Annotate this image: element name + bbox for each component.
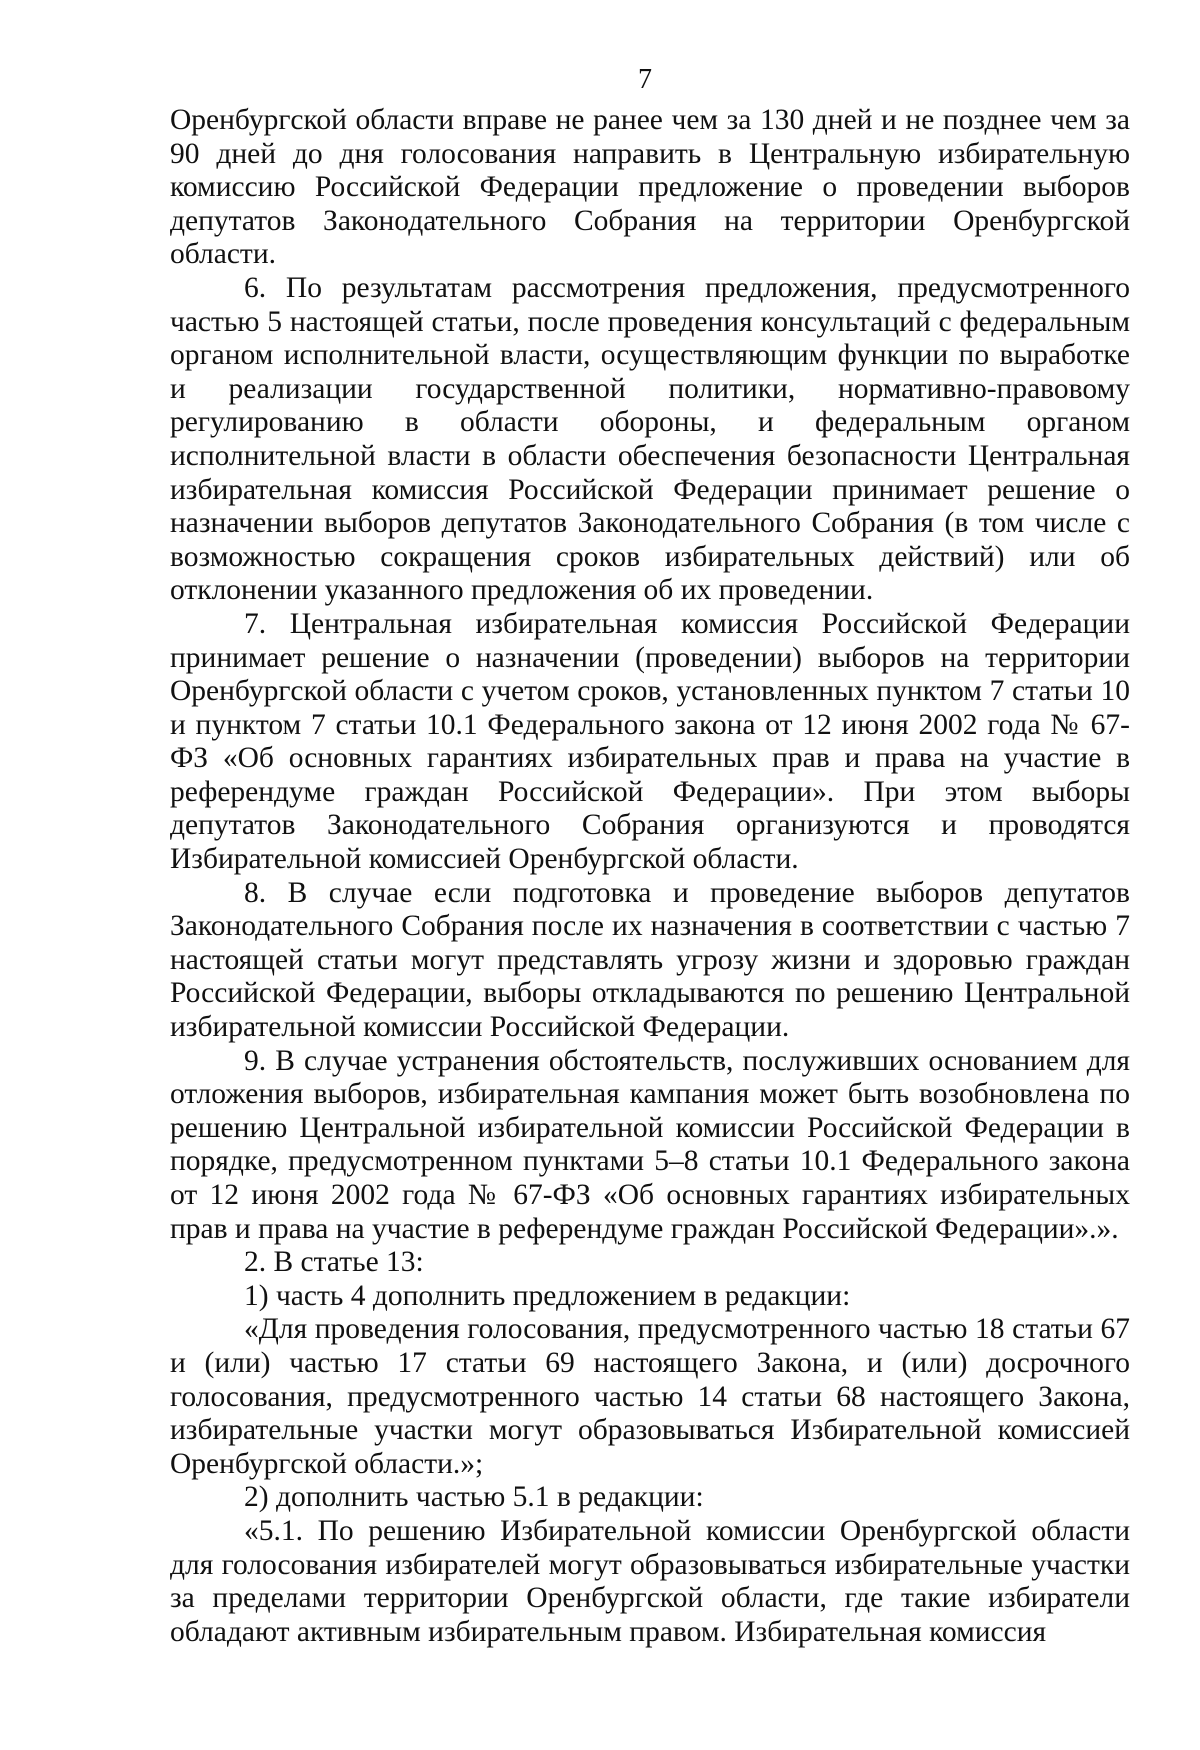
paragraph-article-13: 2. В статье 13: — [244, 1246, 424, 1279]
paragraph-subitem-1: 1) часть 4 дополнить предложением в редакции: — [244, 1279, 851, 1312]
paragraph-subitem-2: 2) дополнить частью 5.1 в редакции: — [244, 1481, 704, 1514]
body-text — [170, 104, 1130, 1649]
paragraph-continuation: Оренбургской области вправе не ранее чем за 130 дней и не позднее чем за 90 дней до дня голосования направить в Центральную избирательную комиссию Российской Федерации предложение о проведении выборов депутатов Законодательного Собрания на территории Оренбургской области. — [170, 104, 1130, 271]
page-number: 7 — [638, 64, 652, 95]
paragraph-item-9: 9. В случае устранения обстоятельств, послуживших основанием для отложения выборов, избирательная кампания может быть возобновлена по решению Центральной избирательной комиссии Российской Федерации в порядке, предусмотренном пунктами 5–8 статьи 10.1 Федерального закона от 12 июня 2002 года № 67-ФЗ «Об основных гарантиях избирательных прав и права на участие в референдуме граждан Российской Федерации».». — [170, 1044, 1130, 1245]
paragraph-quote-part-4: «Для проведения голосования, предусмотренного частью 18 статьи 67 и (или) частью 17 статьи 69 настоящего Закона, и (или) досрочного голосования, предусмотренного частью 14 статьи 68 настоящего Закона, избирательные участки могут образовываться Избирательной комиссией Оренбургской области.»; — [170, 1313, 1130, 1480]
paragraph-item-7: 7. Центральная избирательная комиссия Российской Федерации принимает решение о назначении (проведении) выборов на территории Оренбургской области с учетом сроков, установленных пунктом 7 статьи 10 и пунктом 7 статьи 10.1 Федерального закона от 12 июня 2002 года № 67-ФЗ «Об основных гарантиях избирательных прав и права на участие в референдуме граждан Российской Федерации». При этом выборы депутатов Законодательного Собрания организуются и проводятся Избирательной комиссией Оренбургской области. — [170, 607, 1130, 876]
paragraph-item-6: 6. По результатам рассмотрения предложения, предусмотренного частью 5 настоящей статьи, после проведения консультаций с федеральным органом исполнительной власти, осуществляющим функции по выработке и реализации государственной политики, нормативно-правовому регулированию в области обороны, и федеральным органом исполнительной власти в области обеспечения безопасности Центральная избирательная комиссия Российской Федерации принимает решение о назначении выборов депутатов Законодательного Собрания (в том числе с возможностью сокращения сроков избирательных действий) или об отклонении указанного предложения об их проведении. — [170, 271, 1130, 607]
paragraph-quote-part-5-1: «5.1. По решению Избирательной комиссии Оренбургской области для голосования избирателей могут образовываться избирательные участки за пределами территории Оренбургской области, где такие избиратели обладают активным избирательным правом. Избирательная комиссия — [170, 1514, 1130, 1648]
paragraph-item-8: 8. В случае если подготовка и проведение выборов депутатов Законодательного Собрания после их назначения в соответствии с частью 7 настоящей статьи могут представлять угрозу жизни и здоровью граждан Российской Федерации, выборы откладываются по решению Центральной избирательной комиссии Российской Федерации. — [170, 876, 1130, 1044]
